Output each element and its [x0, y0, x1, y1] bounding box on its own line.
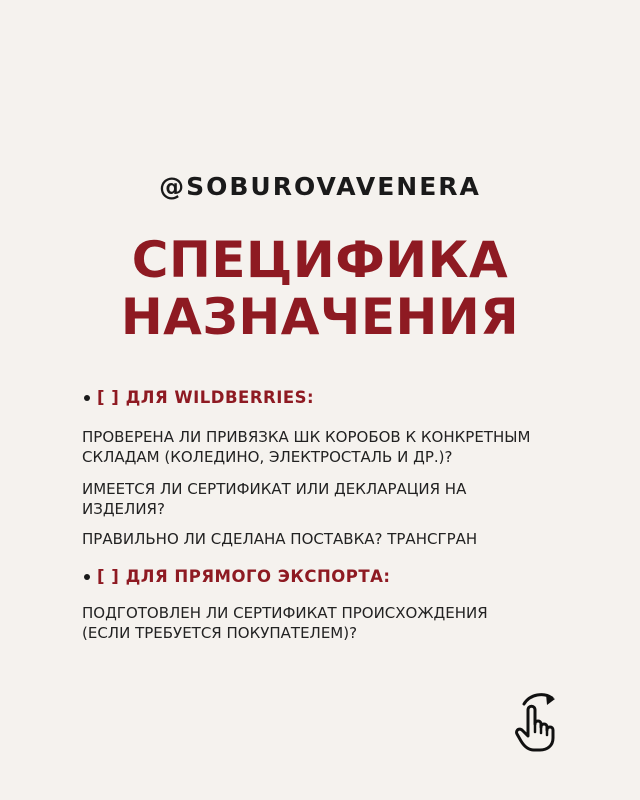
checklist-item: [82, 427, 582, 467]
checklist-line: (ЕСЛИ ТРЕБУЕТСЯ ПОКУПАТЕЛЕМ)?: [82, 624, 358, 642]
title-line-1: СПЕЦИФИКА: [131, 231, 509, 289]
section-heading-text: [ ] ДЛЯ WILDBERRIES:: [97, 388, 315, 407]
title-line-2: НАЗНАЧЕНИЯ: [120, 288, 520, 346]
checklist-line: СКЛАДАМ (КОЛЕДИНО, ЭЛЕКТРОСТАЛЬ И ДР.)?: [82, 448, 453, 466]
section-heading-text: [ ] ДЛЯ ПРЯМОГО ЭКСПОРТА:: [97, 567, 391, 586]
checklist-line: ИМЕЕТСЯ ЛИ СЕРТИФИКАТ ИЛИ ДЕКЛАРАЦИЯ НА: [82, 480, 467, 498]
swipe-hand-icon[interactable]: [510, 690, 560, 752]
checklist-line: ИЗДЕЛИЯ?: [82, 500, 165, 518]
bullet-icon: [84, 574, 90, 580]
bullet-icon: [84, 395, 90, 401]
checklist-line: ПРАВИЛЬНО ЛИ СДЕЛАНА ПОСТАВКА? ТРАНСГРАН: [82, 530, 478, 548]
author-handle: @SOBUROVAVENERA: [159, 172, 481, 201]
checklist-item: [82, 603, 582, 643]
section-heading-wildberries: [97, 388, 314, 407]
page-title: [0, 232, 640, 346]
checklist-item: [82, 479, 582, 519]
section-heading-export: [97, 567, 391, 586]
checklist-line: ПРОВЕРЕНА ЛИ ПРИВЯЗКА ШК КОРОБОВ К КОНКРЕТНЫМ: [82, 428, 531, 446]
checklist-item: [82, 529, 582, 549]
checklist-line: ПОДГОТОВЛЕН ЛИ СЕРТИФИКАТ ПРОИСХОЖДЕНИЯ: [82, 604, 488, 622]
